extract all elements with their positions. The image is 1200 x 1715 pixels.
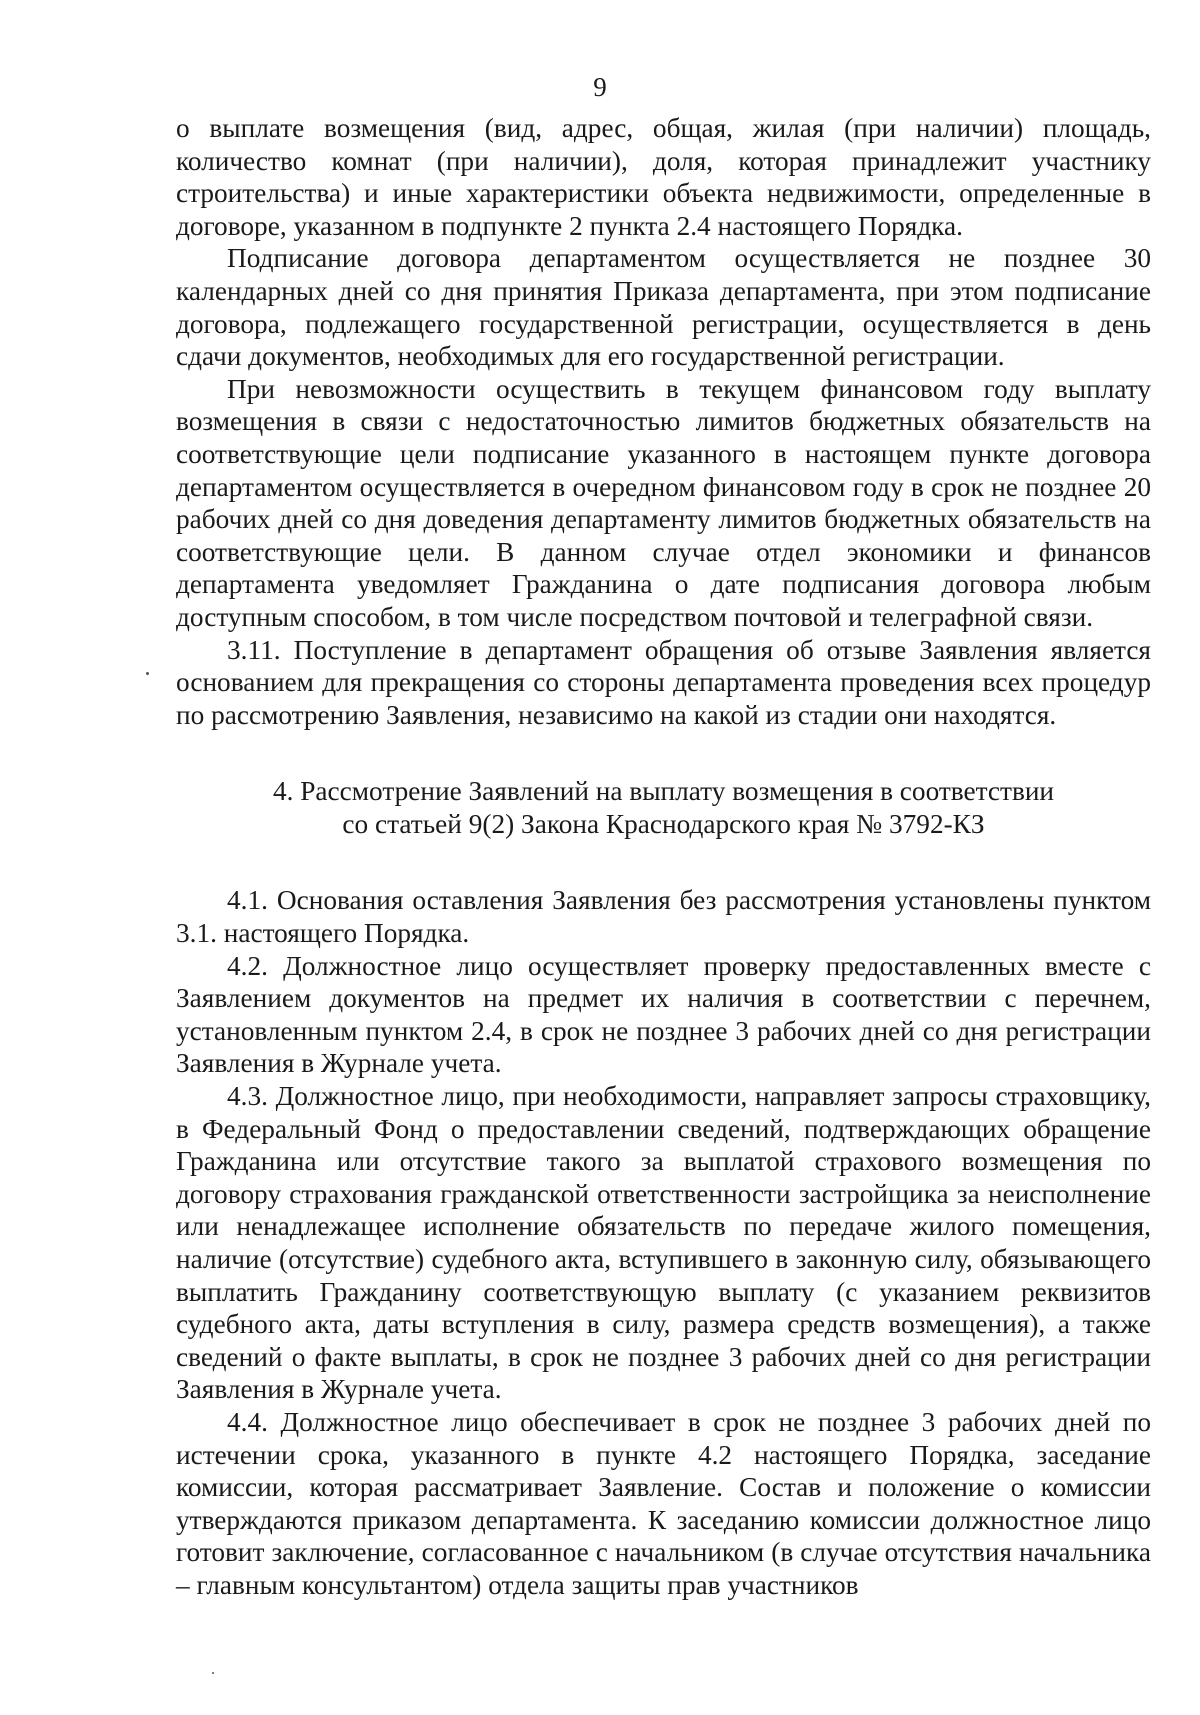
paragraph-budget-limits: При невозможности осуществить в текущем финансовом году выплату возмещения в связи с недостаточностью лимитов бюджетных обязательств на соответствующие цели подписание указанного в настоящем пункте договора департаментом осуществляется в очередном финансовом году в срок не позднее 20 рабочих дней со дня доведения департаменту лимитов бюджетных обязательств на соответствующие цели. В данном случае отдел экономики и финансов департамента уведомляет Гражданина о дате подписания договора любым доступным способом, в том числе посредством почтовой и телеграфной связи.	[176, 373, 1151, 632]
document-body	[176, 112, 1151, 1602]
scan-speck	[212, 1672, 214, 1674]
paragraph-4-2: 4.2. Должностное лицо осуществляет проверку предоставленных вместе с Заявлением документов на предмет их наличия в соответствии с перечнем, установленным пунктом 2.4, в срок не позднее 3 рабочих дней со дня регистрации Заявления в Журнале учета.	[176, 950, 1151, 1079]
section-heading-line2: со статьей 9(2) Закона Краснодарского края № 3792-КЗ	[342, 808, 985, 839]
paragraph-continuation: о выплате возмещения (вид, адрес, общая, жилая (при наличии) площадь, количество комнат (при наличии), доля, которая принадлежит участнику строительства) и иные характеристики объекта недвижимости, определенные в договоре, указанном в подпункте 2 пункта 2.4 настоящего Порядка.	[176, 113, 1151, 241]
section-heading	[176, 775, 1151, 840]
paragraph-4-4: 4.4. Должностное лицо обеспечивает в срок не позднее 3 рабочих дней по истечении срока, указанного в пункте 4.2 настоящего Порядка, заседание комиссии, которая рассматривает Заявление. Состав и положение о комиссии утверждаются приказом департамента. К заседанию комиссии должностное лицо готовит заключение, согласованное с начальником (в случае отсутствия начальника – главным консультантом) отдела защиты прав участников	[176, 1406, 1151, 1600]
paragraph-4-3: 4.3. Должностное лицо, при необходимости, направляет запросы страховщику, в Федеральный Фонд о предоставлении сведений, подтверждающих обращение Гражданина или отсутствие такого за выплатой страхового возмещения по договору страхования гражданской ответственности застройщика за неисполнение или ненадлежащее исполнение обязательств по передаче жилого помещения, наличие (отсутствие) судебного акта, вступившего в законную силу, обязывающего выплатить Гражданину соответствующую выплату (с указанием реквизитов судебного акта, даты вступления в силу, размера средств возмещения), а также сведений о факте выплаты, в срок не позднее 3 рабочих дней со дня регистрации Заявления в Журнале учета.	[176, 1081, 1151, 1405]
section-heading-line1: 4. Рассмотрение Заявлений на выплату возмещения в соответствии	[272, 776, 1055, 807]
paragraph-contract-signing: Подписание договора департаментом осуществляется не позднее 30 календарных дней со дня принятия Приказа департамента, при этом подписание договора, подлежащего государственной регистрации, осуществляется в день сдачи документов, необходимых для его государственной регистрации.	[176, 243, 1151, 372]
paragraph-3-11: 3.11. Поступление в департамент обращения об отзыве Заявления является основанием для прекращения со стороны департамента проведения всех процедур по рассмотрению Заявления, независимо на какой из стадии они находятся.	[176, 634, 1151, 730]
scan-speck	[146, 672, 149, 675]
page-number: 9	[593, 72, 607, 102]
paragraph-4-1: 4.1. Основания оставления Заявления без рассмотрения установлены пунктом 3.1. настоящего Порядка.	[176, 885, 1151, 949]
